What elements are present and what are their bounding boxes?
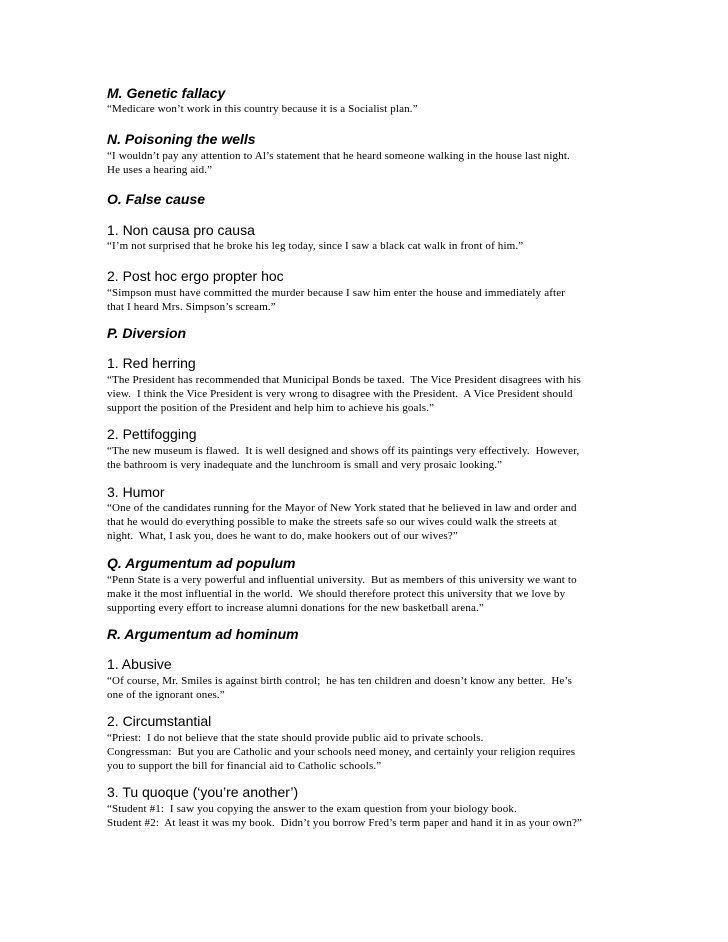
heading-argumentum-ad-populum: Q. Argumentum ad populum	[107, 555, 296, 571]
subheading-pettifogging: 2. Pettifogging	[107, 426, 197, 442]
quote-pettifogging: “The new museum is flawed. It is well designed and shows off its paintings very effectively. However, the bathroom is very inadequate and the lunchroom is small and very prosaic looking.”	[107, 445, 580, 471]
subheading-post-hoc: 2. Post hoc ergo propter hoc	[107, 268, 284, 284]
subheading-abusive: 1. Abusive	[107, 656, 172, 672]
heading-poisoning-the-wells: N. Poisoning the wells	[107, 131, 256, 147]
heading-diversion: P. Diversion	[107, 325, 187, 341]
subheading-red-herring: 1. Red herring	[107, 355, 196, 371]
heading-argumentum-ad-hominum: R. Argumentum ad hominum	[107, 626, 299, 642]
subheading-humor: 3. Humor	[107, 484, 165, 500]
quote-humor: “One of the candidates running for the Mayor of New York stated that he believed in law and order and that he would do everything possible to make the streets safe so our wives could walk the streets at night. What, I ask you, does he want to do, make hookers out of our wives?”	[107, 502, 577, 542]
quote-red-herring: “The President has recommended that Municipal Bonds be taxed. The Vice President disagrees with his view. I think the Vice President is very wrong to disagree with the President. A Vice President should support the position of the President and help him to achieve his goals.”	[107, 374, 581, 414]
subheading-tu-quoque: 3. Tu quoque (‘you’re another’)	[107, 784, 299, 800]
quote-argumentum-ad-populum: “Penn State is a very powerful and influential university. But as members of this university we want to make it the most influential in the world. We should therefore protect this university that we love by supporting every effort to increase alumni donations for the new basketball arena.”	[107, 574, 577, 614]
heading-false-cause: O. False cause	[107, 191, 206, 207]
quote-non-causa-pro-causa: “I’m not surprised that he broke his leg today, since I saw a black cat walk in front of him.”	[107, 240, 524, 252]
heading-genetic-fallacy: M. Genetic fallacy	[107, 85, 226, 101]
quote-abusive: “Of course, Mr. Smiles is against birth control; he has ten children and doesn’t know any better. He’s one of the ignorant ones.”	[107, 675, 573, 701]
subheading-circumstantial: 2. Circumstantial	[107, 713, 212, 729]
quote-circumstantial: “Priest: I do not believe that the state should provide public aid to private schools. Congressman: But you are Catholic and your schools need money, and certainly your religion requires you to support the bill for financial aid to Catholic schools.”	[107, 732, 576, 772]
subheading-non-causa-pro-causa: 1. Non causa pro causa	[107, 222, 255, 238]
quote-post-hoc: “Simpson must have committed the murder because I saw him enter the house and immediately after that I heard Mrs. Simpson’s scream.”	[107, 287, 566, 313]
quote-genetic-fallacy: “Medicare won’t work in this country because it is a Socialist plan.”	[107, 103, 418, 115]
quote-tu-quoque: “Student #1: I saw you copying the answer to the exam question from your biology book. Student #2: At least it was my book. Didn’t you borrow Fred’s term paper and hand it in as your own?”	[107, 803, 583, 829]
quote-poisoning-the-wells: “I wouldn’t pay any attention to Al’s statement that he heard someone walking in the house last night. He uses a hearing aid.”	[107, 150, 570, 176]
